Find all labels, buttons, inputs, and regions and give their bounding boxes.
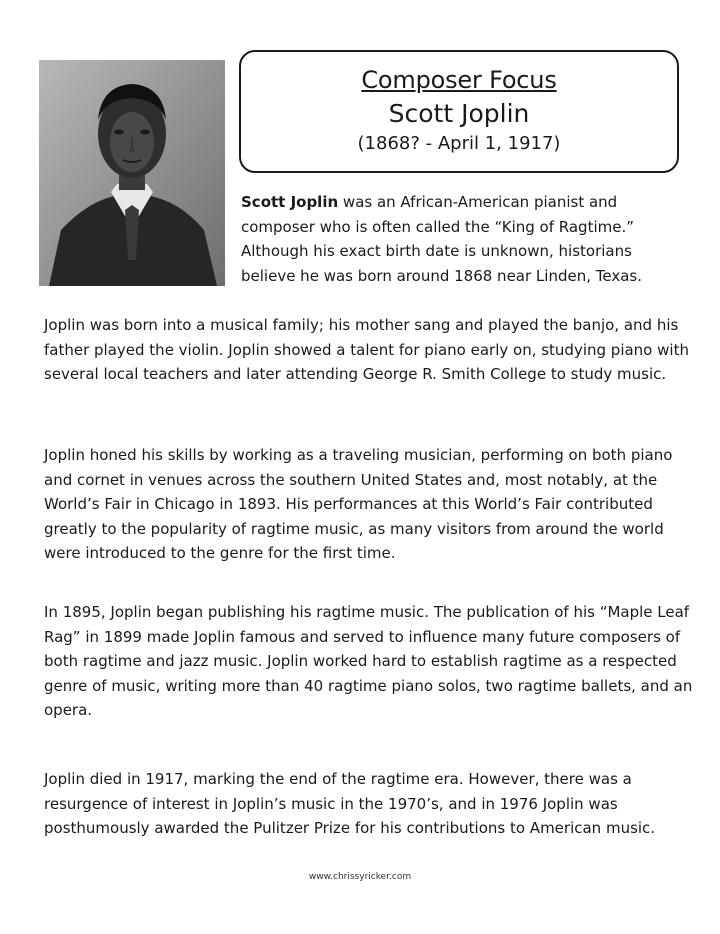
- section-heading: Composer Focus: [361, 66, 557, 94]
- composer-dates: (1868? - April 1, 1917): [357, 133, 561, 154]
- title-box: [239, 50, 679, 173]
- footer-url: www.chrissyricker.com: [308, 872, 412, 882]
- portrait-image: [39, 60, 225, 286]
- paragraph-legacy: Joplin died in 1917, marking the end of the ragtime era. However, there was a resurgence of interest in Joplin’s music in the 1970’s, and in 1976 Joplin was posthumously awarded the Pulitzer Prize for his contributions to American music.: [44, 770, 656, 837]
- composer-name: Scott Joplin: [388, 99, 530, 128]
- intro-text: was an African-American pianist and composer who is often called the “King of Ragtime.” Although his exact birth date is unknown, historians believe he was born around 1868 near Linden, Texas.: [241, 193, 642, 285]
- paragraph-career: Joplin honed his skills by working as a traveling musician, performing on both piano and cornet in venues across the southern United States and, most notably, at the World’s Fair in Chicago in 1893. His performances at this World’s Fair contributed greatly to the popularity of ragtime music, as many visitors from around the world were introduced to the genre for the first time.: [44, 446, 673, 562]
- intro-paragraph: [241, 190, 691, 288]
- intro-bold-name: Scott Joplin: [241, 193, 339, 211]
- paragraph-publishing: In 1895, Joplin began publishing his ragtime music. The publication of his “Maple Leaf Rag” in 1899 made Joplin famous and served to influence many future composers of both ragtime and jazz music. Joplin worked hard to establish ragtime as a respected genre of music, writing more than 40 ragtime piano solos, two ragtime ballets, and an opera.: [44, 603, 693, 719]
- paragraph-early-life: Joplin was born into a musical family; his mother sang and played the banjo, and his father played the violin. Joplin showed a talent for piano early on, studying piano with several local teachers and later attending George R. Smith College to study music.: [44, 316, 689, 383]
